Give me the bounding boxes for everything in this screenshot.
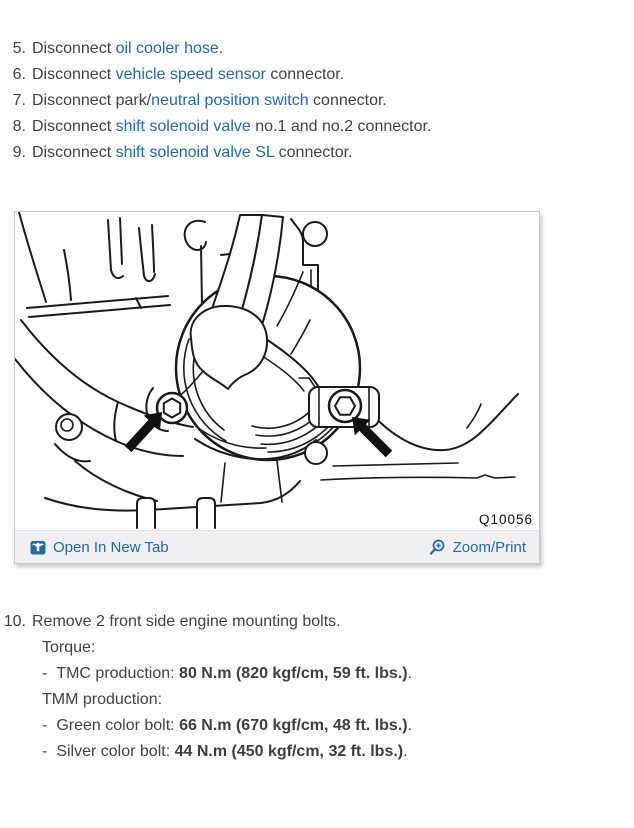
step-text bbox=[32, 114, 431, 140]
figure-footer bbox=[15, 530, 539, 563]
step-text bbox=[32, 88, 387, 114]
list-item bbox=[0, 140, 634, 166]
instruction-list bbox=[0, 36, 634, 166]
step-10-section bbox=[0, 609, 634, 765]
repair-instructions-page bbox=[0, 36, 634, 765]
step-text-pre: Disconnect bbox=[32, 66, 116, 83]
torque-tail: . bbox=[407, 665, 413, 682]
torque-tail: . bbox=[407, 717, 413, 734]
step-number: 7. bbox=[12, 92, 26, 109]
dash: - bbox=[42, 717, 48, 734]
torque-value: 80 N.m (820 kgf/cm, 59 ft. lbs.) bbox=[179, 665, 408, 682]
torque-tail: . bbox=[403, 743, 408, 760]
torque-label: Silver color bolt: bbox=[56, 743, 175, 760]
list-item bbox=[0, 88, 634, 114]
step-number: 5. bbox=[12, 40, 26, 57]
step-number: 9. bbox=[12, 144, 26, 161]
torque-label: Green color bolt: bbox=[56, 717, 180, 734]
step-text-post: connector. bbox=[274, 144, 353, 161]
dash: - bbox=[42, 665, 48, 682]
mount-drum bbox=[176, 215, 360, 502]
torque-line-tmc bbox=[42, 661, 634, 687]
torque-label: TMC production: bbox=[56, 665, 180, 682]
step-text-pre: Disconnect bbox=[32, 40, 116, 57]
engine-mount-diagram bbox=[15, 212, 539, 530]
zoom-print-button[interactable] bbox=[429, 539, 526, 556]
step-text bbox=[32, 62, 344, 88]
link-vehicle-speed-sensor[interactable]: vehicle speed sensor bbox=[115, 66, 266, 83]
link-shift-solenoid-valve-sl[interactable]: shift solenoid valve SL bbox=[115, 144, 275, 161]
open-in-new-tab-label: Open In New Tab bbox=[53, 538, 169, 556]
list-item bbox=[0, 36, 634, 62]
figure-code: Q10056 bbox=[478, 512, 533, 527]
torque-spec bbox=[42, 635, 634, 765]
torque-subheading-tmm: TMM production: bbox=[42, 691, 163, 708]
list-item bbox=[0, 609, 634, 635]
step-number: 8. bbox=[12, 118, 26, 135]
step-text-pre: Disconnect bbox=[32, 144, 116, 161]
list-item bbox=[0, 62, 634, 88]
list-item bbox=[0, 114, 634, 140]
step-text-pre: Disconnect park/ bbox=[32, 92, 152, 109]
zoom-print-label: Zoom/Print bbox=[452, 538, 526, 556]
torque-line-silver-bolt bbox=[42, 739, 634, 765]
open-in-new-tab-icon bbox=[30, 540, 46, 555]
torque-heading: Torque: bbox=[42, 639, 96, 656]
figure-panel bbox=[14, 211, 540, 564]
step-text-post: . bbox=[218, 40, 224, 57]
step-text: Remove 2 front side engine mounting bolts. bbox=[32, 613, 341, 630]
open-in-new-tab-button[interactable] bbox=[30, 539, 169, 556]
torque-value: 66 N.m (670 kgf/cm, 48 ft. lbs.) bbox=[179, 717, 408, 734]
torque-line-green-bolt bbox=[42, 713, 634, 739]
left-arrow bbox=[125, 412, 162, 452]
dash: - bbox=[42, 743, 48, 760]
torque-value: 44 N.m (450 kgf/cm, 32 ft. lbs.) bbox=[174, 743, 404, 760]
step-number: 6. bbox=[12, 66, 26, 83]
link-neutral-position-switch[interactable]: neutral position switch bbox=[151, 92, 309, 109]
step-text-post: connector. bbox=[308, 92, 387, 109]
step-text bbox=[32, 36, 223, 62]
step-text-post: connector. bbox=[265, 66, 345, 83]
link-oil-cooler-hose[interactable]: oil cooler hose bbox=[115, 40, 219, 57]
step-number: 10. bbox=[3, 613, 26, 630]
zoom-in-icon bbox=[429, 539, 446, 556]
step-text-pre: Disconnect bbox=[32, 118, 116, 135]
step-text bbox=[32, 140, 352, 166]
step-text-post: no.1 and no.2 connector. bbox=[250, 118, 432, 135]
link-shift-solenoid-valve[interactable]: shift solenoid valve bbox=[115, 118, 251, 135]
